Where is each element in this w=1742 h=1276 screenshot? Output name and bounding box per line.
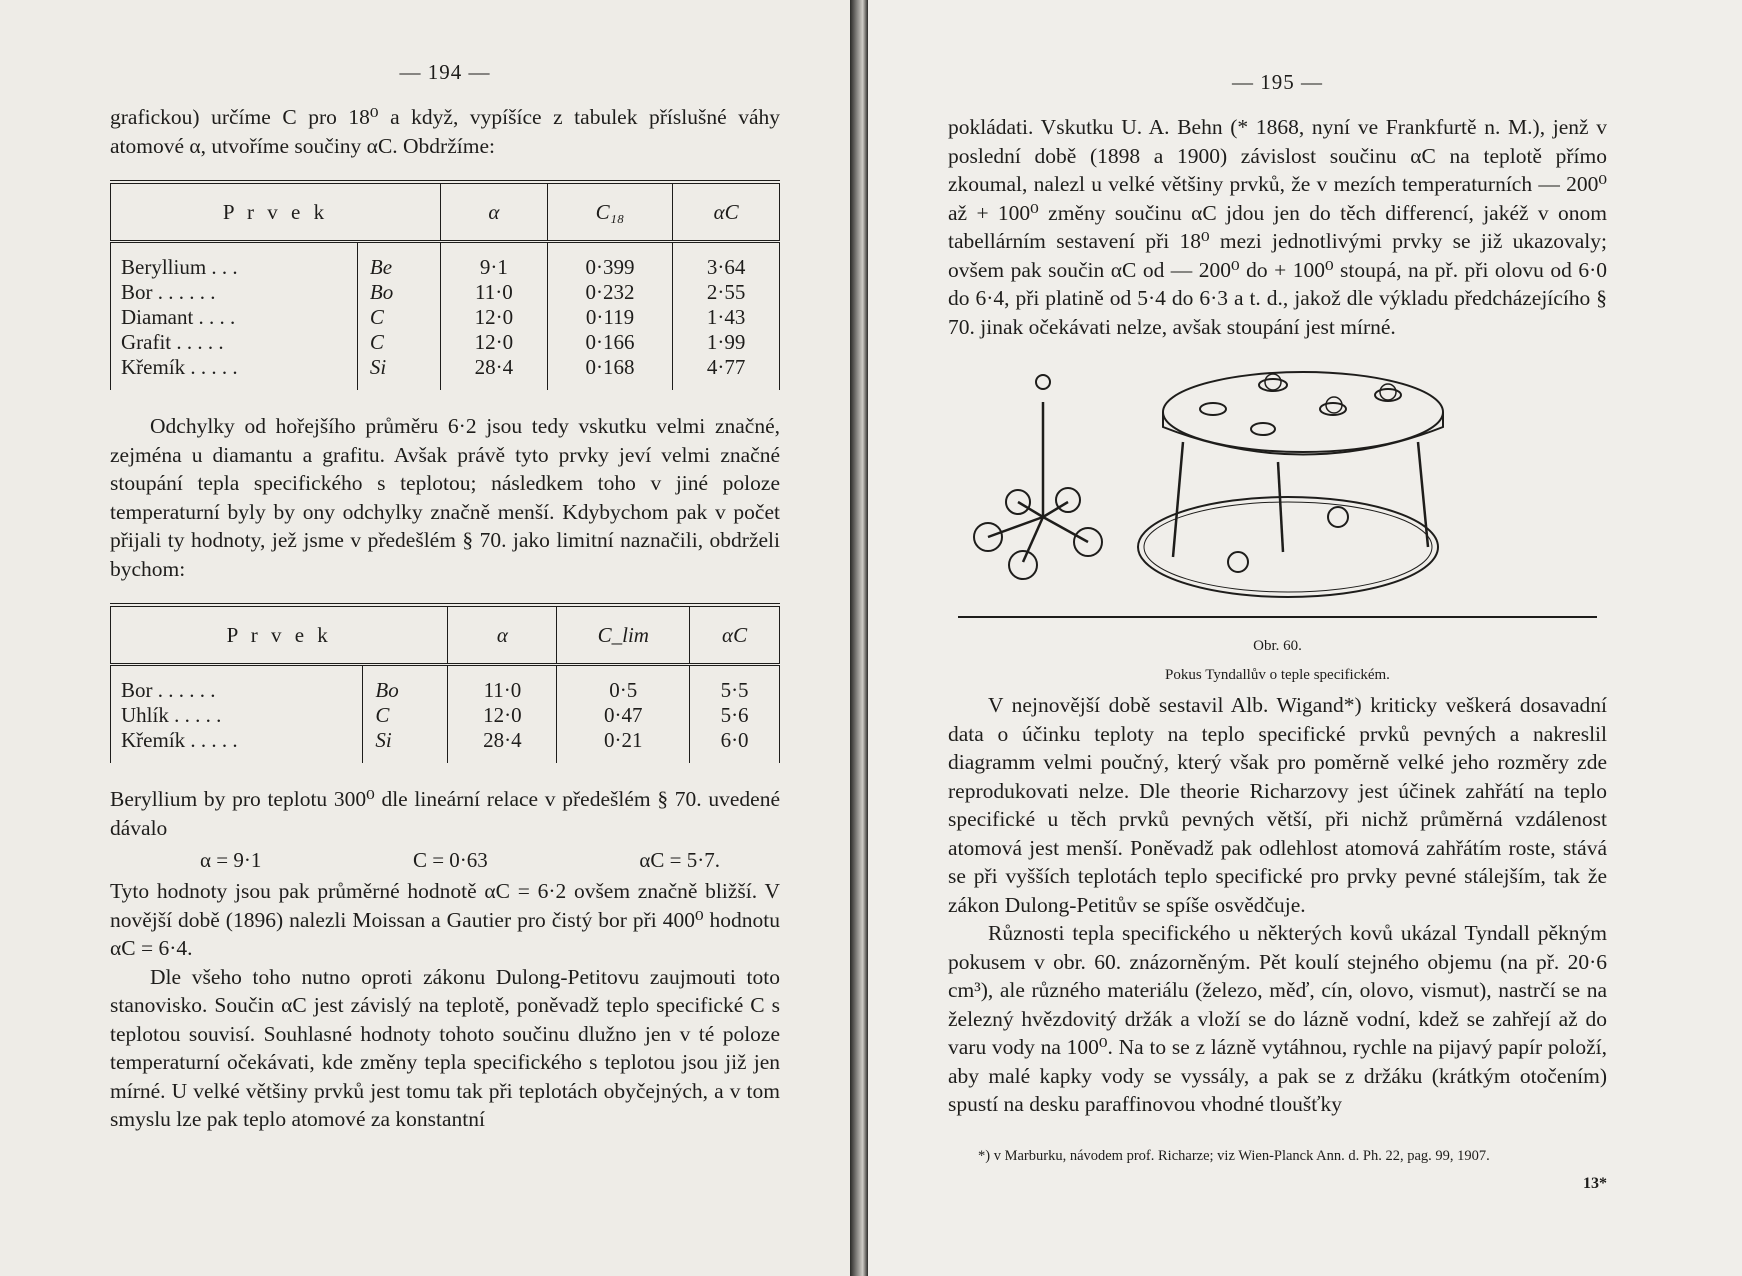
cell-alpha: 12·0	[448, 703, 557, 728]
cell-alpha: 28·4	[448, 728, 557, 763]
cell-symbol: Be	[357, 242, 440, 281]
cell-symbol: C	[363, 703, 448, 728]
cell-product: 1·43	[673, 305, 780, 330]
cell-product: 3·64	[673, 242, 780, 281]
cell-alpha: 11·0	[448, 665, 557, 704]
page-number-right: — 195 —	[1232, 70, 1323, 94]
footnote: *) v Marburku, návodem prof. Richarze; viz Wien-Planck Ann. d. Ph. 22, pag. 99, 1907.	[978, 1147, 1490, 1164]
cell-name: Grafit . . . . .	[111, 330, 358, 355]
table-row	[111, 355, 780, 390]
figure-60	[948, 367, 1607, 685]
right-paragraph-2: V nejnovější době sestavil Alb. Wigand*) kriticky veškerá dosavadní data o účinku teploty na teplo specifické prvků pevných a nakreslil diagramm velmi poučný, který však pro poměrně velké jeho rozměry zde reprodukovati nelze. Dle theorie Richarzovy jest účinek zahřátí na teplo specifické u těch prvků pevných větší, při nichž průměrná vzdálenost atomová jest menší. Poněvadž pak odlehlost atomová zahřátím roste, stává se při vyšších teplotách teplo specifické pro prvky pevné stálejším, tak že zákon Dulong-Petitův se spíše osvědčuje.	[948, 693, 1607, 917]
table2-header-clim: C_lim	[557, 605, 690, 665]
cell-c: 0·168	[547, 355, 673, 390]
table-row	[111, 242, 780, 281]
cell-alpha: 9·1	[441, 242, 548, 281]
cell-symbol: Si	[357, 355, 440, 390]
cell-product: 6·0	[690, 728, 780, 763]
cell-alpha: 12·0	[441, 305, 548, 330]
cell-name: Uhlík . . . . .	[111, 703, 363, 728]
cell-symbol: C	[357, 305, 440, 330]
figure-caption-number: Obr. 60.	[1253, 638, 1302, 654]
cell-alpha: 28·4	[441, 355, 548, 390]
cell-c: 0·47	[557, 703, 690, 728]
cell-symbol: Bo	[357, 280, 440, 305]
table-row	[111, 665, 780, 704]
cell-name: Bor . . . . . .	[111, 280, 358, 305]
right-paragraph-1: pokládati. Vskutku U. A. Behn (* 1868, nyní ve Frankfurtě n. M.), jenž v poslední době (1898 a 1900) závislost součinu αC na teplotě přímo zkoumal, nalezl u velké většiny prvků, že v mezích temperaturních — 200⁰ až + 100⁰ změny součinu αC jdou jen do těch differencí, jakéž v onom tabellárním sestavení při 18⁰ mezi jednotlivými prvky se již ukazovaly; ovšem pak součin αC od — 200⁰ do + 100⁰ stoupá, na př. při olovu od 6·0 do 6·4, při platině od 5·4 do 6·3 a t. d., jakož dle výkladu předcházejícího § 70. jinak očekávati nelze, avšak stoupání jest mírné.	[948, 115, 1607, 339]
table-climit	[110, 603, 780, 763]
left-paragraph-4: Tyto hodnoty jsou pak průměrné hodnotě αC = 6·2 ovšem značně bližší. V novější době (1896) nalezli Moissan a Gautier pro čistý bor při 400⁰ hodnotu αC = 6·4.	[110, 879, 780, 960]
cell-product: 1·99	[673, 330, 780, 355]
tyndall-apparatus-illustration	[948, 367, 1607, 627]
cell-symbol: Si	[363, 728, 448, 763]
table-row	[111, 703, 780, 728]
cell-product: 5·6	[690, 703, 780, 728]
book-gutter	[850, 0, 868, 1276]
cell-symbol: C	[357, 330, 440, 355]
table2-header-alpha: α	[448, 605, 557, 665]
cell-alpha: 11·0	[441, 280, 548, 305]
table2-header-element: P r v e k	[111, 605, 448, 665]
cell-product: 4·77	[673, 355, 780, 390]
figure-caption-title: Pokus Tyndallův o teple specifickém.	[1165, 667, 1390, 683]
left-page	[0, 0, 850, 1276]
formula-c: C = 0·63	[412, 848, 488, 872]
cell-name: Křemík . . . . .	[111, 728, 363, 763]
cell-c: 0·166	[547, 330, 673, 355]
cell-symbol: Bo	[363, 665, 448, 704]
table-row	[111, 330, 780, 355]
cell-name: Bor . . . . . .	[111, 665, 363, 704]
table-c18	[110, 180, 780, 390]
cell-product: 5·5	[690, 665, 780, 704]
cell-c: 0·119	[547, 305, 673, 330]
cell-name: Křemík . . . . .	[111, 355, 358, 390]
signature-mark: 13*	[1583, 1174, 1607, 1192]
table-row	[111, 728, 780, 763]
table2-header-alphac: αC	[690, 605, 780, 665]
formula-line	[110, 842, 780, 877]
formula-product: αC = 5·7.	[639, 848, 720, 872]
cell-name: Beryllium . . .	[111, 242, 358, 281]
cell-product: 2·55	[673, 280, 780, 305]
table1-header-alpha: α	[441, 182, 548, 242]
page-number-left: — 194 —	[399, 60, 491, 84]
left-paragraph-5: Dle všeho toho nutno oproti zákonu Dulong-Petitovu zaujmouti toto stanovisko. Součin αC jest závislý na teplotě, poněvadž teplo specifické C s teplotou souvisí. Souhlasné hodnoty tohoto součinu dlužno jen v té poloze temperaturní očekávati, kde změny tepla specifického s teplotou jsou již jen mírné. U velké většiny prvků jest tomu tak při teplotách obyčejných, a v tom smyslu lze pak teplo atomové za konstantní	[110, 964, 780, 1131]
left-paragraph-3: Beryllium by pro teplotu 300⁰ dle lineární relace v předešlém § 70. uvedené dávalo	[110, 787, 780, 840]
cell-c: 0·232	[547, 280, 673, 305]
table1-header-alphac: αC	[673, 182, 780, 242]
table-row	[111, 280, 780, 305]
cell-c: 0·5	[557, 665, 690, 704]
right-page	[868, 0, 1742, 1276]
table1-header-element: P r v e k	[111, 182, 441, 242]
cell-c: 0·399	[547, 242, 673, 281]
table-row	[111, 305, 780, 330]
formula-alpha: α = 9·1	[200, 848, 262, 872]
cell-c: 0·21	[557, 728, 690, 763]
right-paragraph-3: Různosti tepla specifického u některých kovů ukázal Tyndall pěkným pokusem v obr. 60. znázorněným. Pět koulí stejného objemu (na př. 20·6 cm³), ale různého materiálu (železo, měď, cín, olovo, vismut), nastrčí se na železný hvězdovitý držák a vloží se do lázně vodní, kdež se zahřejí až do varu vody na 100⁰. Na to se z lázně vytáhnou, rychle na pijavý papír položí, aby malé kapky vody se vyssály, a pak se z držáku (krátkým otočením) spustí na desku paraffinovou vhodné tloušťky	[948, 921, 1607, 1116]
table1-header-c18: C₁₈	[547, 182, 673, 242]
cell-alpha: 12·0	[441, 330, 548, 355]
left-paragraph-2: Odchylky od hořejšího průměru 6·2 jsou tedy vskutku velmi značné, zejména u diamantu a grafitu. Avšak právě tyto prvky jeví velmi značné stoupání tepla specifického s teplotou; následkem toho v jiné poloze temperaturní byly by ony odchylky značně menší. Kdybychom pak v počet přijali ty hodnoty, jež jsme v předešlém § 70. jako limitní naznačili, obdrželi bychom:	[110, 414, 780, 581]
cell-name: Diamant . . . .	[111, 305, 358, 330]
left-paragraph-1: grafickou) určíme C pro 18⁰ a když, vypíšíce z tabulek příslušné váhy atomové α, utvoříme součiny αC. Obdržíme:	[110, 105, 780, 158]
